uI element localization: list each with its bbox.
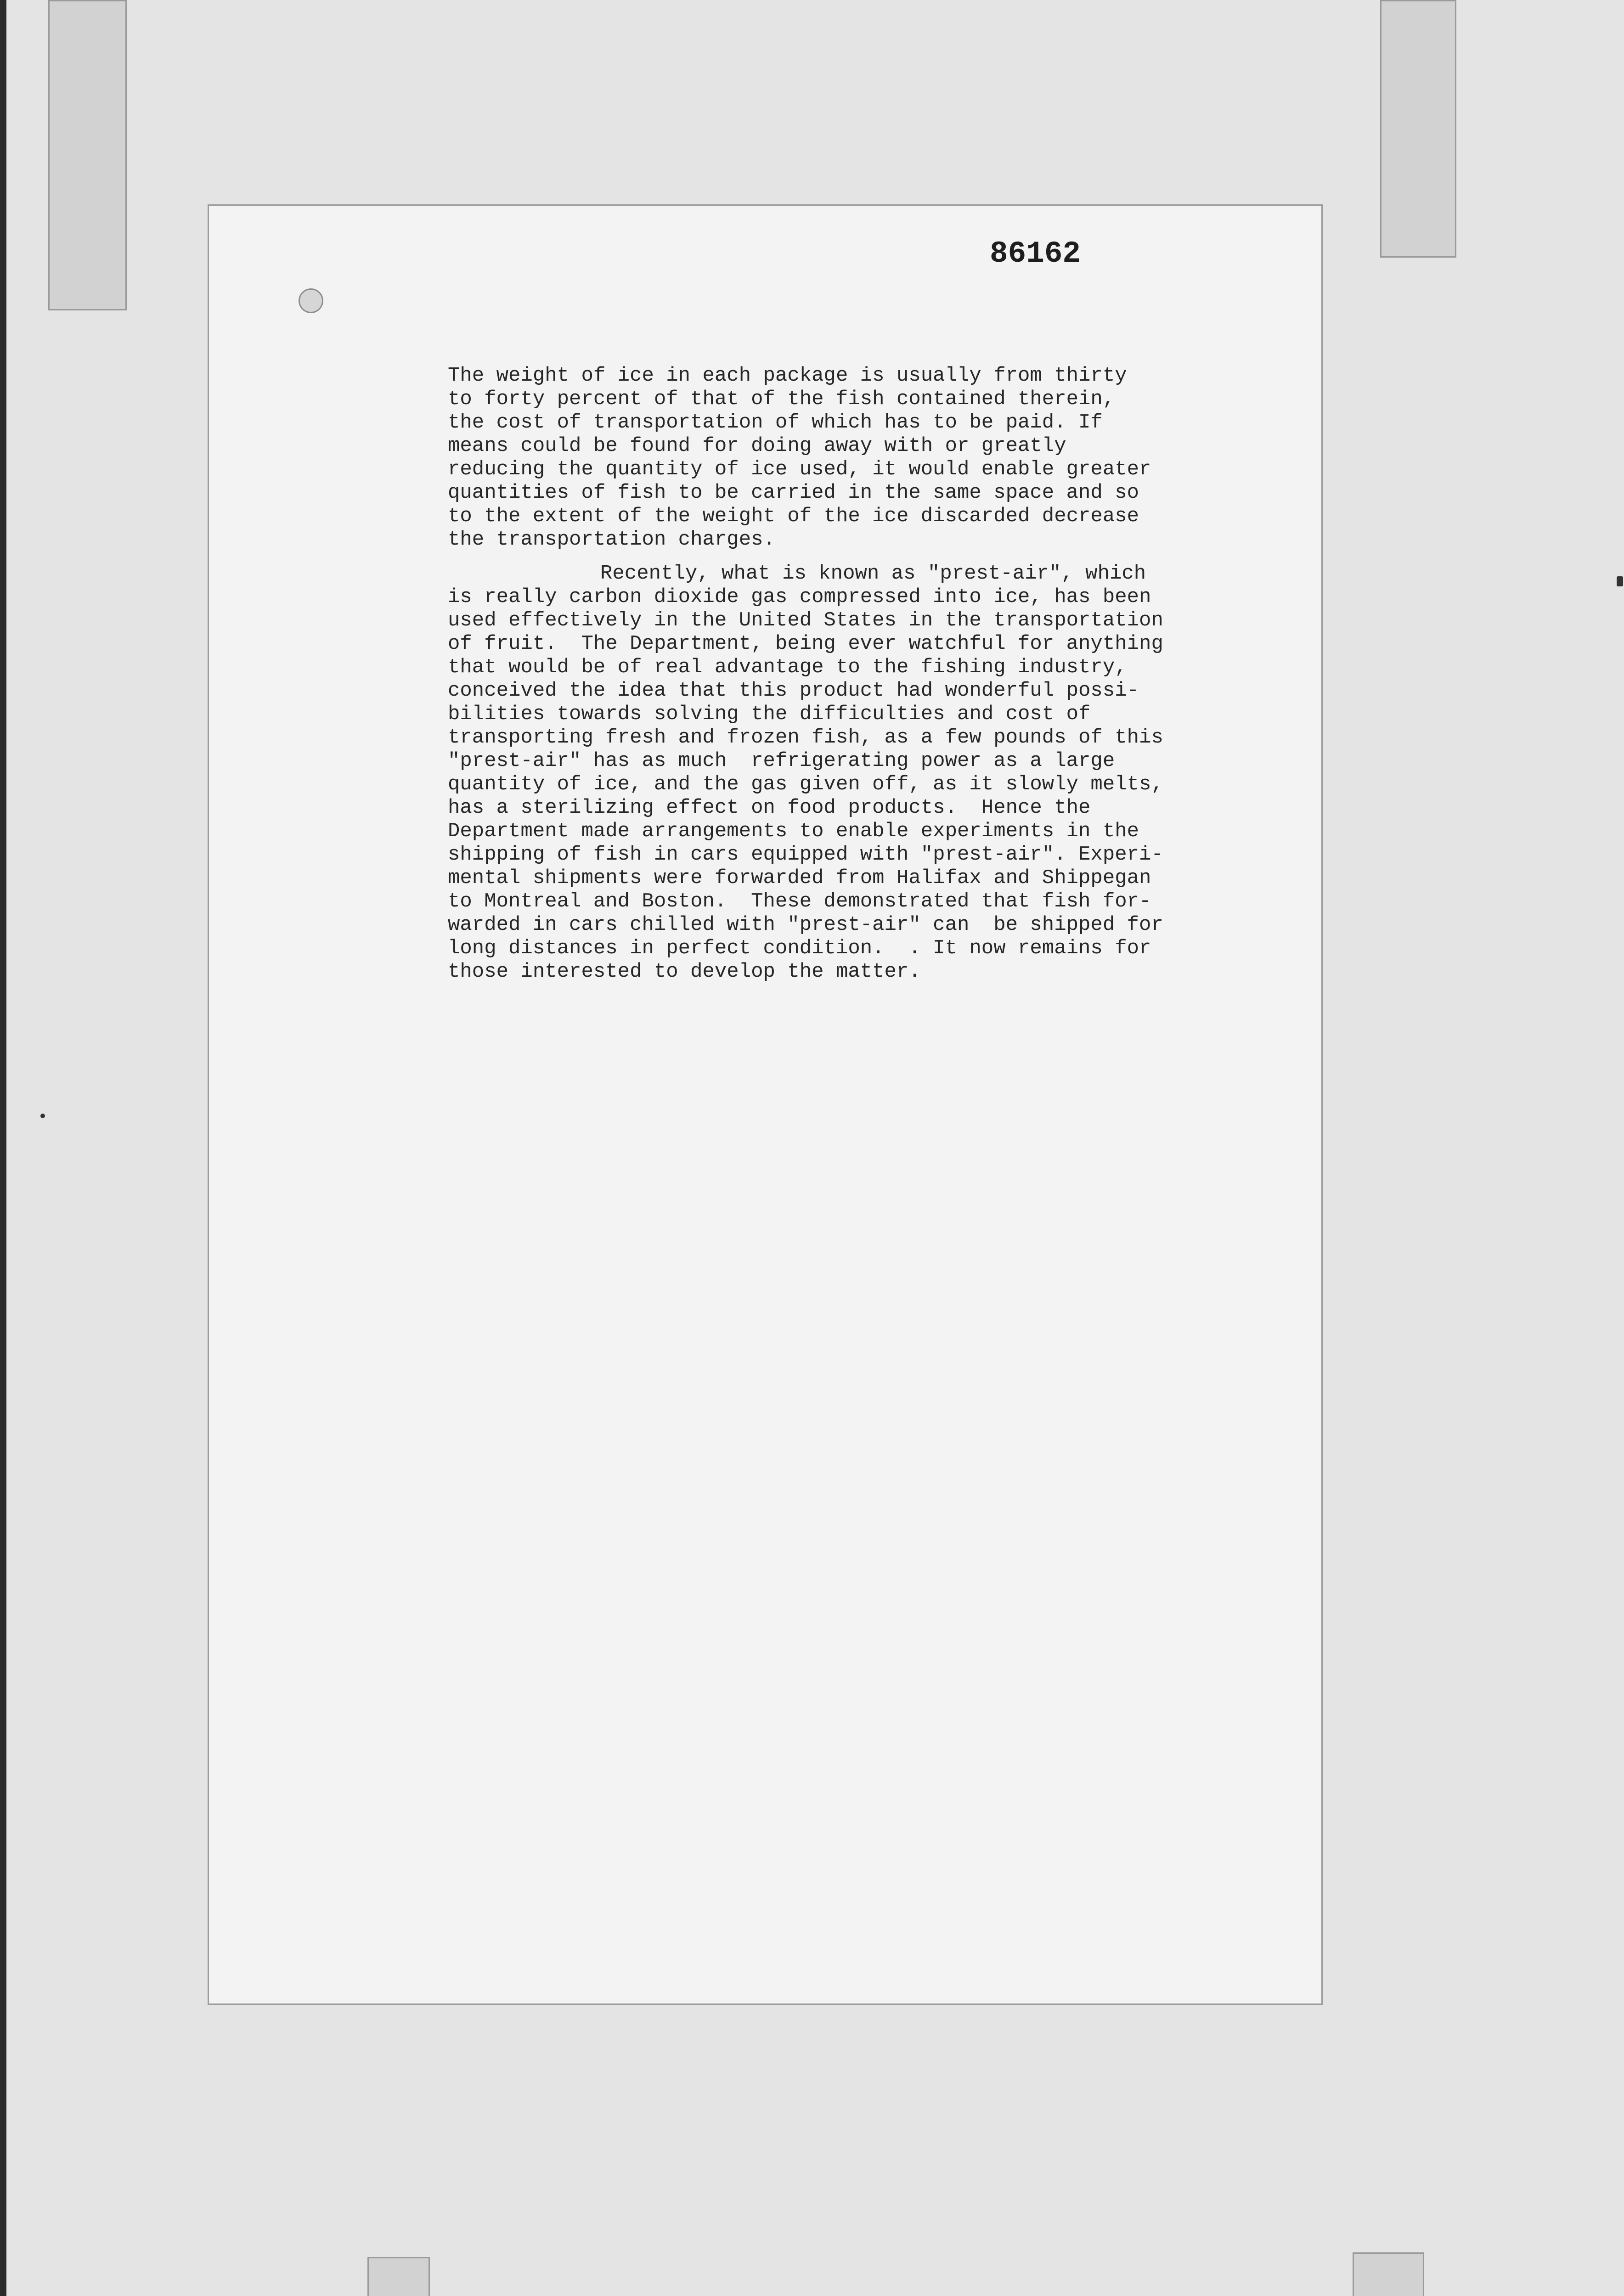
document-page	[208, 204, 1323, 2005]
text-line: has a sterilizing effect on food products. Hence the	[448, 796, 1091, 819]
text-line: warded in cars chilled with "prest-air" can be shipped for	[448, 913, 1163, 936]
mounting-tape	[1353, 2252, 1424, 2296]
mounting-tape	[1380, 0, 1456, 258]
page-number: 86162	[990, 236, 1081, 271]
text-line: bilities towards solving the difficulties and cost of	[448, 703, 1091, 726]
text-line: used effectively in the United States in the transportation	[448, 609, 1163, 632]
text-line: Department made arrangements to enable experiments in the	[448, 820, 1139, 843]
text-line: quantities of fish to be carried in the same space and so	[448, 481, 1139, 504]
text-line: of fruit. The Department, being ever watchful for anything	[448, 632, 1163, 655]
text-line: the transportation charges.	[448, 528, 775, 551]
paragraph	[448, 562, 1274, 984]
text-line: that would be of real advantage to the fishing industry,	[448, 656, 1127, 679]
punch-hole	[299, 288, 323, 313]
text-line: shipping of fish in cars equipped with "prest-air". Experi-	[448, 843, 1163, 866]
text-line: mental shipments were forwarded from Halifax and Shippegan	[448, 867, 1151, 889]
mount-edge	[0, 0, 6, 2296]
scan-speck	[40, 1114, 45, 1118]
text-line: conceived the idea that this product had wonderful possi-	[448, 679, 1139, 702]
text-line: to Montreal and Boston. These demonstrated that fish for-	[448, 890, 1151, 913]
text-line: to the extent of the weight of the ice discarded decrease	[448, 505, 1139, 528]
text-line: "prest-air" has as much refrigerating power as a large	[448, 749, 1115, 772]
paragraph	[448, 364, 1274, 551]
text-line: Recently, what is known as "prest-air", which	[600, 562, 1146, 585]
text-line: reducing the quantity of ice used, it would enable greater	[448, 458, 1151, 481]
text-line: means could be found for doing away with or greatly	[448, 434, 1066, 457]
text-line: transporting fresh and frozen fish, as a few pounds of this	[448, 726, 1163, 749]
mounting-tape	[367, 2257, 430, 2296]
body-text	[448, 364, 1274, 994]
text-line: The weight of ice in each package is usually from thirty	[448, 364, 1127, 387]
text-line: quantity of ice, and the gas given off, as it slowly melts,	[448, 773, 1163, 796]
text-line: to forty percent of that of the fish contained therein,	[448, 388, 1115, 411]
scan-speck	[1617, 576, 1623, 586]
text-line: is really carbon dioxide gas compressed into ice, has been	[448, 585, 1151, 608]
text-line: the cost of transportation of which has to be paid. If	[448, 411, 1103, 434]
text-line: long distances in perfect condition. . It now remains for	[448, 937, 1151, 960]
text-line: those interested to develop the matter.	[448, 960, 921, 983]
mounting-tape	[48, 0, 127, 310]
